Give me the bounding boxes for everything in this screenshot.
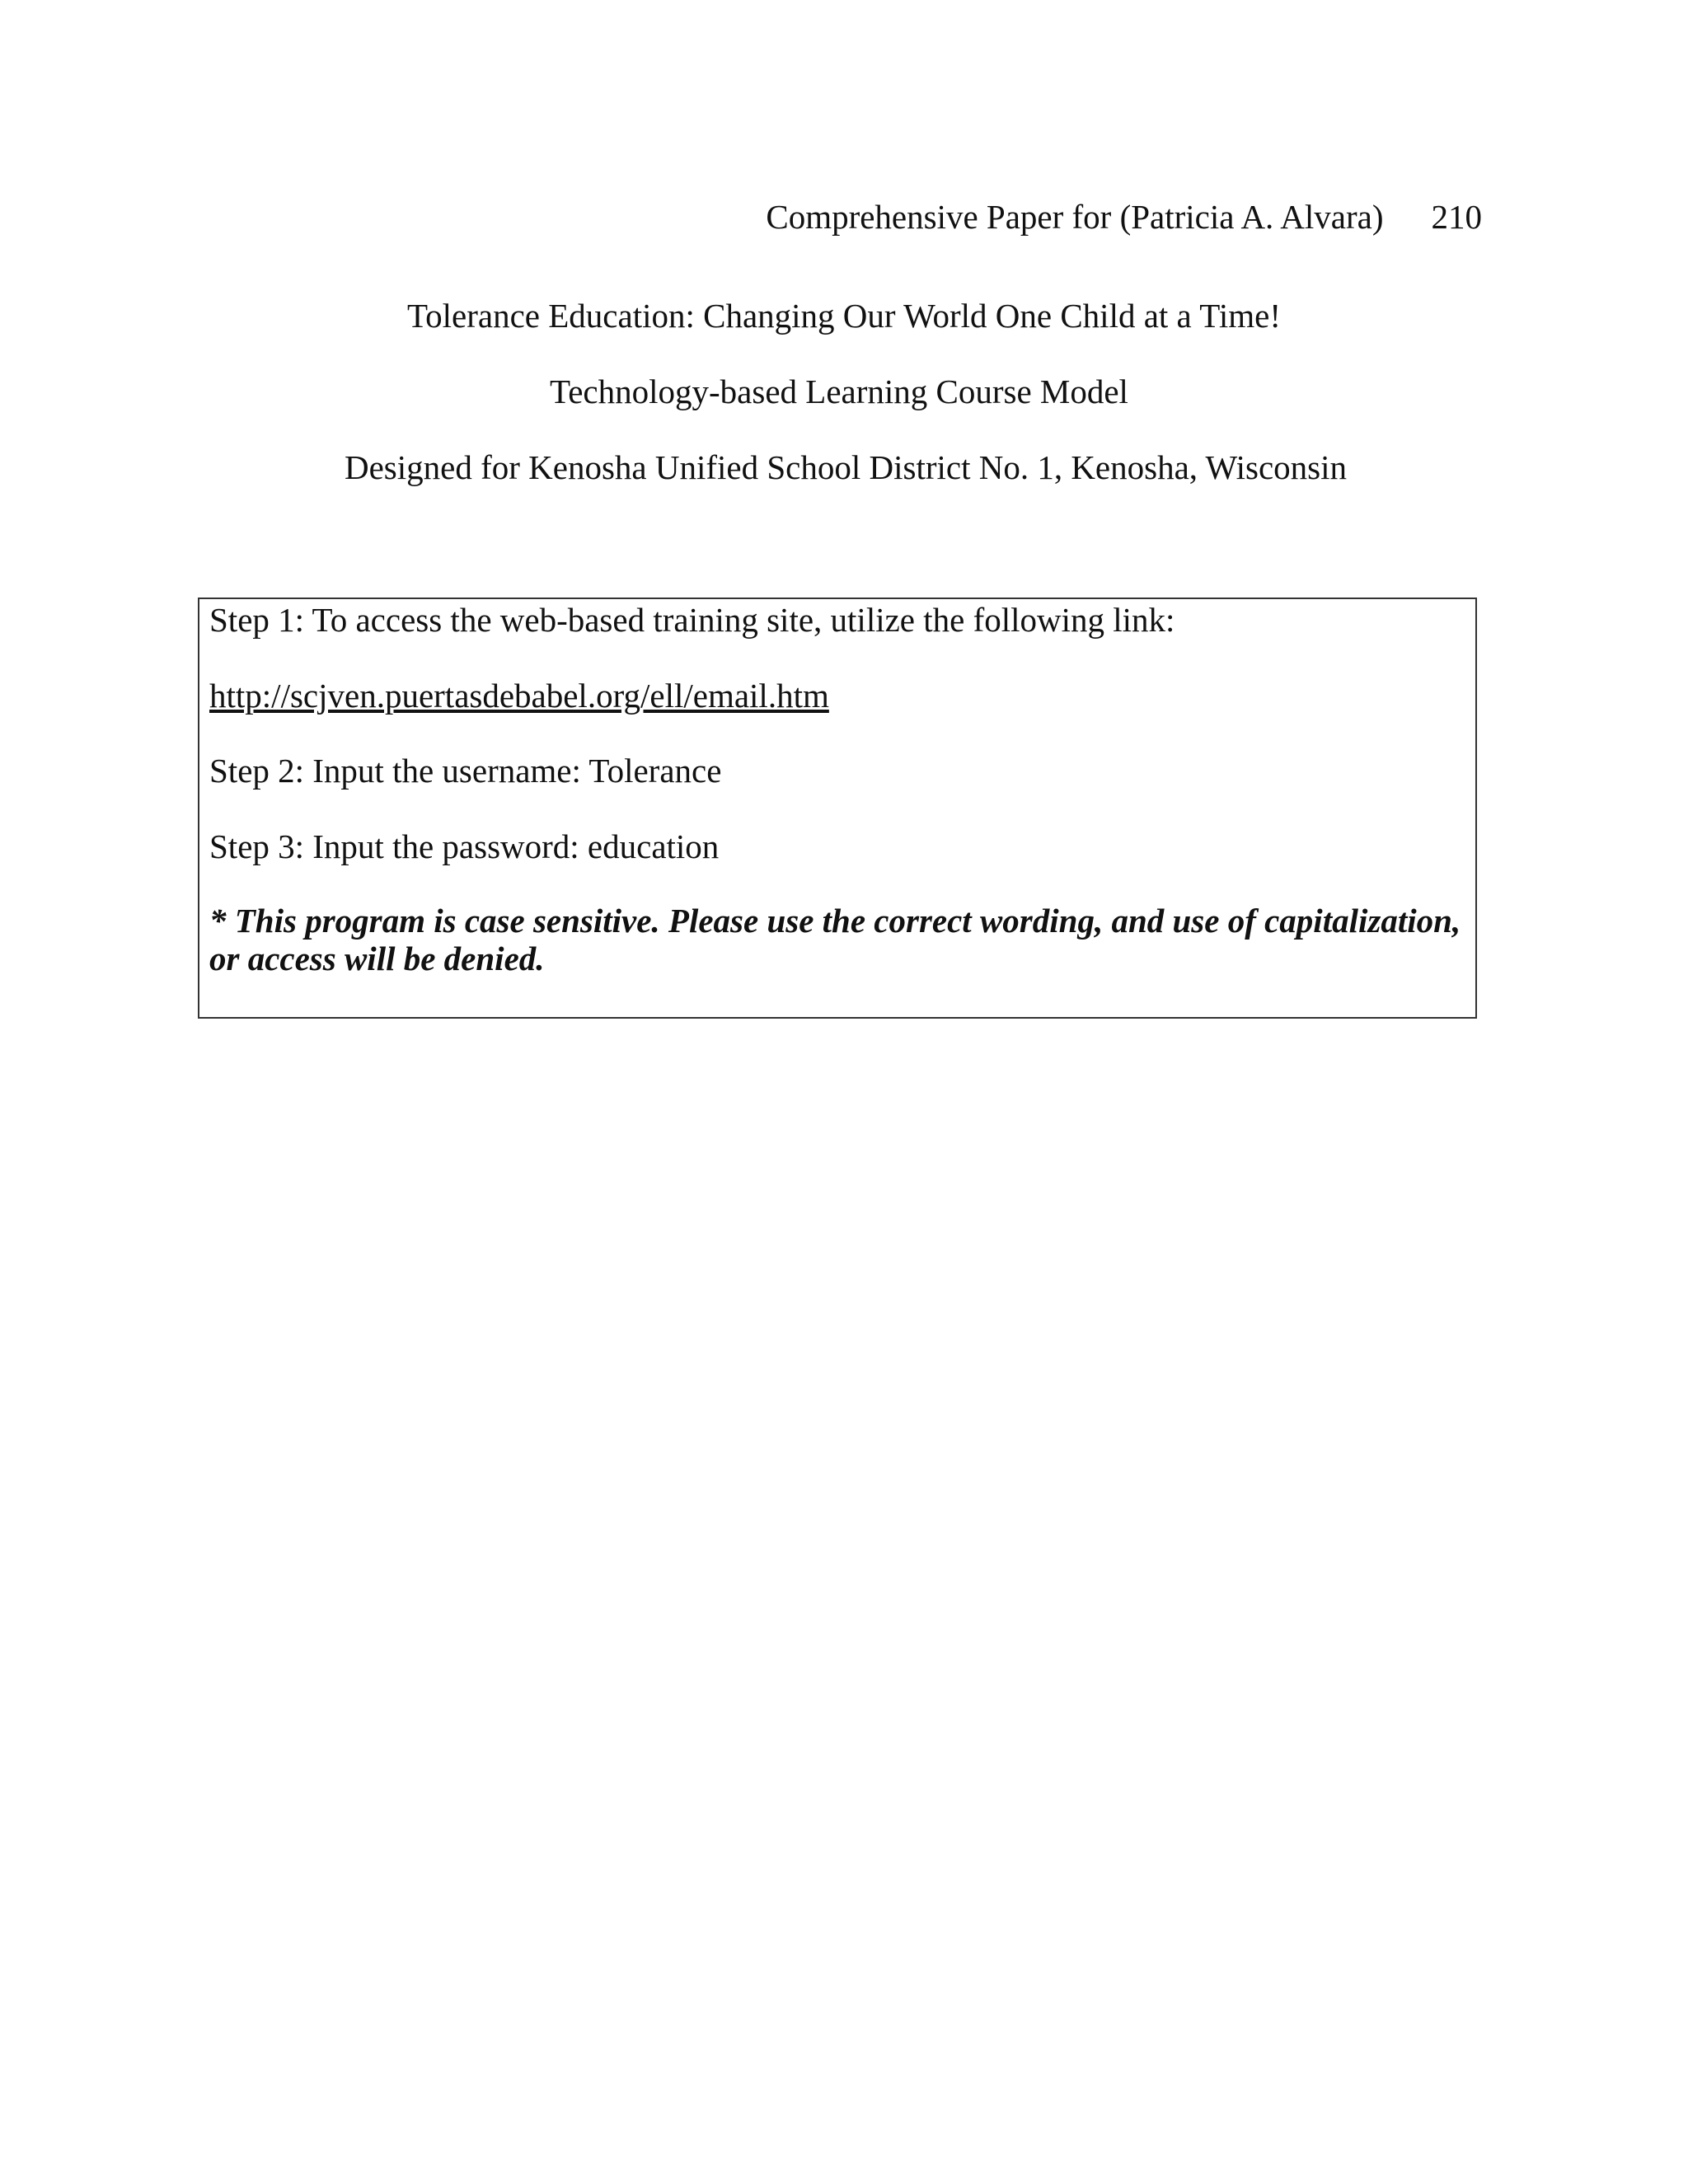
- running-header: [766, 196, 1482, 237]
- running-title: Comprehensive Paper for (Patricia A. Alvara): [766, 198, 1384, 236]
- document-title: Tolerance Education: Changing Our World One Child at a Time!: [406, 297, 1281, 335]
- case-sensitive-note: * This program is case sensitive. Please use the correct wording, and use of capitalization, or access will be denied.: [209, 902, 1461, 977]
- step-2-text: Step 2: Input the username: Tolerance: [209, 752, 722, 790]
- instructions-box: [198, 598, 1477, 1019]
- step-1-text: Step 1: To access the web-based training site, utilize the following link:: [209, 601, 1175, 639]
- training-site-link[interactable]: http://scjven.puertasdebabel.org/ell/email.htm: [209, 677, 829, 715]
- step-3-text: Step 3: Input the password: education: [209, 827, 720, 865]
- page-number: 210: [1431, 198, 1482, 236]
- designed-for-line: Designed for Kenosha Unified School District No. 1, Kenosha, Wisconsin: [344, 448, 1347, 486]
- document-subtitle: Technology-based Learning Course Model: [550, 373, 1128, 410]
